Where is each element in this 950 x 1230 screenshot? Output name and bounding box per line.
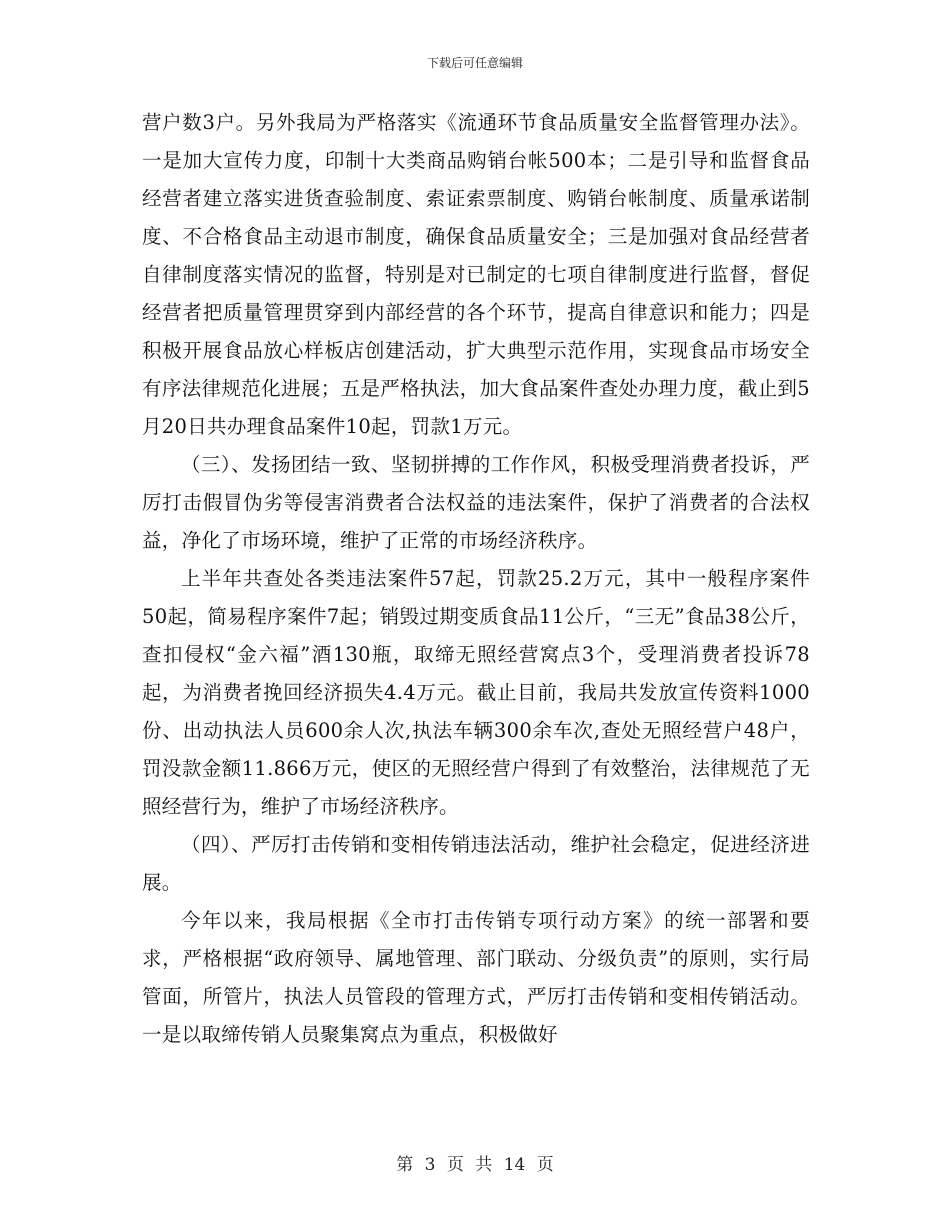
paragraph-statistics: 上半年共查处各类违法案件57起，罚款25.2万元，其中一般程序案件50起，简易程序案件7起；销毁过期变质食品11公斤，“三无”食品38公斤，查扣侵权“金六福”酒130瓶，取缔无照经营窝点3个，受理消费者投诉78起，为消费者挽回经济损失4.4万元。截止目前，我局共发放宣传资料1000份、出动执法人员600余人次,执法车辆300余车次,查处无照经营户48户，罚没款金额11.866万元，使区的无照经营户得到了有效整治，法律规范了无照经营行为，维护了市场经济秩序。 — [142, 567, 810, 818]
paragraph-section-four: （四）、严厉打击传销和变相传销违法活动，维护社会稳定，促进经济进展。 — [142, 833, 810, 894]
page-number-footer: 第 3 页 共 14 页 — [396, 1155, 554, 1175]
paragraph-continued: 营户数3户。另外我局为严格落实《流通环节食品质量安全监督管理办法》。一是加大宣传力度，印制十大类商品购销台帐500本；二是引导和监督食品经营者建立落实进货查验制度、索证索票制度、购销台帐制度、质量承诺制度、不合格食品主动退市制度，确保食品质量安全；三是加强对食品经营者自律制度落实情况的监督，特别是对已制定的七项自律制度进行监督，督促经营者把质量管理贯穿到内部经营的各个环节，提高自律意识和能力；四是积极开展食品放心样板店创建活动，扩大典型示范作用，实现食品市场安全有序法律规范化进展；五是严格执法，加大食品案件查处办理力度，截止到5月20日共办理食品案件10起，罚款1万元。 — [142, 111, 810, 438]
header-note: 下载后可任意编辑 — [426, 56, 523, 70]
document-body — [142, 104, 810, 1054]
paragraph-section-three: （三）、发扬团结一致、坚韧拼搏的工作作风，积极受理消费者投诉，严厉打击假冒伪劣等侵害消费者合法权益的违法案件，保护了消费者的合法权益，净化了市场环境，维护了正常的市场经济秩序。 — [142, 453, 810, 552]
paragraph-anti-pyramid: 今年以来，我局根据《全市打击传销专项行动方案》的统一部署和要求，严格根据“政府领导、属地管理、部门联动、分级负责”的原则，实行局管面，所管片，执法人员管段的管理方式，严厉打击传销和变相传销活动。一是以取缔传销人员聚集窝点为重点，积极做好 — [142, 909, 810, 1046]
